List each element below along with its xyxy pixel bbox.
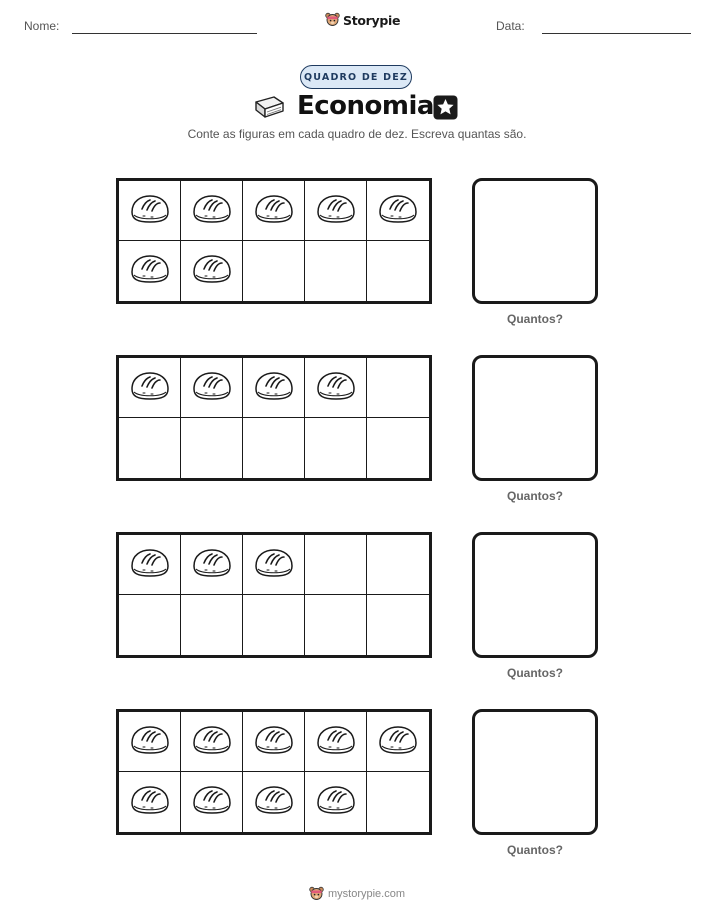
name-label: Nome: — [24, 19, 60, 33]
frame-cell — [243, 772, 305, 832]
frame-cell — [119, 241, 181, 301]
frame-cell — [181, 712, 243, 772]
bread-icon — [377, 193, 419, 229]
bread-icon — [315, 370, 357, 406]
frame-cell — [367, 358, 429, 418]
frame-cell — [119, 772, 181, 832]
star-icon — [432, 94, 459, 121]
answer-label-3: Quantos? — [507, 666, 563, 680]
bread-icon — [253, 784, 295, 820]
frame-cell — [367, 772, 429, 832]
title-row — [0, 91, 714, 125]
frame-cell — [181, 595, 243, 655]
ten-frame-2 — [116, 355, 432, 481]
ten-frame-4 — [116, 709, 432, 835]
bear-mascot-icon — [325, 12, 340, 28]
page-title: Economia — [297, 91, 434, 121]
bread-icon — [129, 193, 171, 229]
frame-cell — [243, 535, 305, 595]
frame-cell — [243, 181, 305, 241]
bear-mascot-icon — [309, 886, 324, 902]
frame-cell — [305, 535, 367, 595]
brand-logo — [325, 12, 400, 28]
frame-cell — [243, 358, 305, 418]
frame-cell — [243, 595, 305, 655]
ten-frame-1 — [116, 178, 432, 304]
answer-box-2[interactable] — [472, 355, 598, 481]
frame-cell — [367, 535, 429, 595]
frame-cell — [119, 535, 181, 595]
frame-cell — [119, 358, 181, 418]
frame-cell — [305, 358, 367, 418]
footer — [0, 886, 714, 902]
bread-icon — [253, 724, 295, 760]
frame-cell — [367, 181, 429, 241]
bread-icon — [191, 784, 233, 820]
frame-cell — [305, 772, 367, 832]
bread-icon — [191, 193, 233, 229]
bread-icon — [253, 370, 295, 406]
frame-cell — [305, 241, 367, 301]
worksheet-type-badge: QUADRO DE DEZ — [300, 65, 412, 89]
frame-cell — [181, 772, 243, 832]
bread-icon — [191, 253, 233, 289]
frame-cell — [119, 181, 181, 241]
date-field[interactable] — [542, 33, 691, 34]
frame-cell — [305, 181, 367, 241]
frame-cell — [367, 241, 429, 301]
frame-cell — [119, 595, 181, 655]
frame-cell — [305, 418, 367, 478]
frame-cell — [367, 418, 429, 478]
answer-label-2: Quantos? — [507, 489, 563, 503]
bread-icon — [129, 253, 171, 289]
bread-icon — [129, 724, 171, 760]
answer-box-3[interactable] — [472, 532, 598, 658]
bread-icon — [129, 370, 171, 406]
frame-cell — [367, 595, 429, 655]
frame-cell — [243, 418, 305, 478]
frame-cell — [181, 181, 243, 241]
frame-cell — [181, 418, 243, 478]
bread-icon — [315, 784, 357, 820]
bread-icon — [191, 724, 233, 760]
frame-cell — [181, 241, 243, 301]
answer-box-4[interactable] — [472, 709, 598, 835]
bread-icon — [191, 547, 233, 583]
bread-icon — [129, 547, 171, 583]
frame-cell — [181, 358, 243, 418]
bread-icon — [253, 193, 295, 229]
bread-icon — [315, 724, 357, 760]
book-icon — [252, 94, 286, 122]
name-field[interactable] — [72, 33, 257, 34]
bread-icon — [253, 547, 295, 583]
brand-name: Storypie — [343, 12, 401, 28]
frame-cell — [367, 712, 429, 772]
frame-cell — [119, 712, 181, 772]
bread-icon — [315, 193, 357, 229]
frame-cell — [119, 418, 181, 478]
bread-icon — [191, 370, 233, 406]
instructions: Conte as figuras em cada quadro de dez. Escreva quantas são. — [187, 127, 527, 141]
frame-cell — [305, 595, 367, 655]
frame-cell — [305, 712, 367, 772]
frame-cell — [243, 241, 305, 301]
frame-cell — [181, 535, 243, 595]
answer-label-1: Quantos? — [507, 312, 563, 326]
bread-icon — [129, 784, 171, 820]
date-label: Data: — [496, 19, 525, 33]
footer-url: mystorypie.com — [327, 888, 406, 900]
bread-icon — [377, 724, 419, 760]
ten-frame-3 — [116, 532, 432, 658]
answer-box-1[interactable] — [472, 178, 598, 304]
answer-label-4: Quantos? — [507, 843, 563, 857]
frame-cell — [243, 712, 305, 772]
